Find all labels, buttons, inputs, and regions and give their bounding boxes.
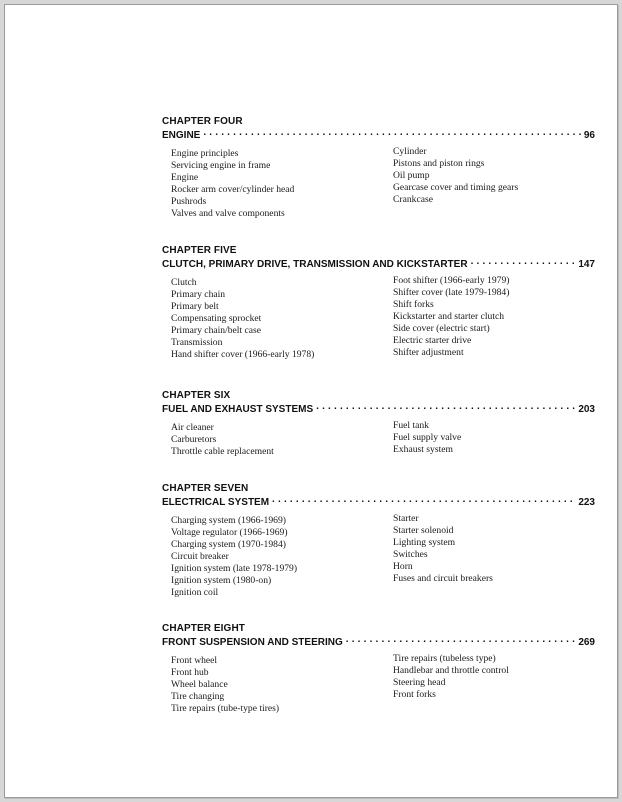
topic-item: Compensating sprocket [171, 313, 262, 324]
chapter-toc-entry[interactable] [162, 402, 595, 416]
topic-item: Rocker arm cover/cylinder head [171, 184, 295, 195]
topic-column-left [171, 277, 393, 361]
topic-item: Tire changing [171, 691, 225, 702]
topic-item: Shifter cover (late 1979-1984) [393, 287, 510, 298]
chapter-page-number: 203 [578, 404, 595, 415]
topic-item: Starter solenoid [393, 525, 454, 536]
topic-item: Starter [393, 513, 419, 524]
topic-item: Servicing engine in frame [171, 160, 271, 171]
chapter-label: CHAPTER FOUR [162, 116, 243, 127]
topic-item: Clutch [171, 277, 197, 288]
chapter-page-number: 147 [578, 259, 595, 270]
topic-item: Steering head [393, 677, 446, 688]
dot-leader [272, 495, 575, 505]
topic-item: Ignition system (1980-on) [171, 575, 272, 586]
topic-item: Front hub [171, 667, 209, 678]
topic-item: Gearcase cover and timing gears [393, 182, 519, 193]
topic-item: Kickstarter and starter clutch [393, 311, 505, 322]
topic-column-right [393, 146, 593, 220]
topic-column-right [393, 420, 593, 458]
topic-item: Cylinder [393, 146, 427, 157]
topic-column-left [171, 422, 393, 458]
topic-item: Horn [393, 561, 413, 572]
topic-item: Pistons and piston rings [393, 158, 485, 169]
chapter-heading: FRONT SUSPENSION AND STEERING [162, 637, 343, 648]
topic-item: Electric starter drive [393, 335, 472, 346]
chapter-heading: ENGINE [162, 130, 201, 141]
topic-list [162, 655, 595, 715]
topic-item: Voltage regulator (1966-1969) [171, 527, 288, 538]
topic-item: Charging system (1970-1984) [171, 539, 286, 550]
topic-item: Pushrods [171, 196, 207, 207]
topic-list [162, 148, 595, 220]
chapter-label: CHAPTER SIX [162, 390, 231, 401]
chapter-page-number: 269 [578, 637, 595, 648]
document-page [4, 4, 618, 798]
chapter-eight-section [162, 623, 595, 715]
topic-item: Front wheel [171, 655, 218, 666]
topic-item: Oil pump [393, 170, 430, 181]
topic-item: Valves and valve components [171, 208, 285, 219]
topic-item: Shift forks [393, 299, 434, 310]
chapter-toc-entry[interactable] [162, 128, 595, 142]
topic-item: Ignition coil [171, 587, 219, 598]
topic-item: Fuel tank [393, 420, 429, 431]
topic-item: Primary chain/belt case [171, 325, 262, 336]
topic-list [162, 515, 595, 599]
topic-item: Primary belt [171, 301, 219, 312]
topic-item: Fuses and circuit breakers [393, 573, 493, 584]
topic-item: Fuel supply valve [393, 432, 462, 443]
chapter-heading: ELECTRICAL SYSTEM [162, 497, 270, 508]
dot-leader [471, 257, 576, 267]
chapter-heading: CLUTCH, PRIMARY DRIVE, TRANSMISSION AND KICKSTARTER [162, 259, 468, 270]
topic-item: Handlebar and throttle control [393, 665, 509, 676]
topic-item: Tire repairs (tube-type tires) [171, 703, 280, 714]
topic-item: Foot shifter (1966-early 1979) [393, 275, 510, 286]
topic-column-left [171, 148, 393, 220]
topic-item: Circuit breaker [171, 551, 229, 562]
topic-item: Throttle cable replacement [171, 446, 274, 457]
topic-item: Exhaust system [393, 444, 453, 455]
topic-item: Engine [171, 172, 199, 183]
chapter-toc-entry[interactable] [162, 495, 595, 509]
topic-item: Tire repairs (tubeless type) [393, 653, 496, 664]
dot-leader [316, 402, 575, 412]
topic-item: Side cover (electric start) [393, 323, 490, 334]
chapter-label: CHAPTER FIVE [162, 245, 237, 256]
topic-list [162, 422, 595, 458]
chapter-page-number: 96 [583, 130, 595, 141]
chapter-heading: FUEL AND EXHAUST SYSTEMS [162, 404, 314, 415]
topic-column-right [393, 275, 593, 361]
topic-item: Switches [393, 549, 428, 560]
topic-item: Charging system (1966-1969) [171, 515, 286, 526]
topic-column-left [171, 515, 393, 599]
topic-item: Hand shifter cover (1966-early 1978) [171, 349, 315, 360]
topic-item: Front forks [393, 689, 436, 700]
topic-column-left [171, 655, 393, 715]
topic-column-right [393, 653, 593, 715]
topic-item: Ignition system (late 1978-1979) [171, 563, 298, 574]
topic-item: Carburetors [171, 434, 217, 445]
topic-item: Engine principles [171, 148, 239, 159]
topic-item: Lighting system [393, 537, 456, 548]
chapter-page-number: 223 [578, 497, 595, 508]
chapter-label: CHAPTER SEVEN [162, 483, 249, 494]
dot-leader [203, 128, 581, 138]
topic-list [162, 277, 595, 361]
chapter-label: CHAPTER EIGHT [162, 623, 245, 634]
topic-item: Shifter adjustment [393, 347, 464, 358]
chapter-toc-entry[interactable] [162, 257, 595, 271]
chapter-toc-entry[interactable] [162, 635, 595, 649]
topic-item: Air cleaner [171, 422, 214, 433]
topic-item: Transmission [171, 337, 223, 348]
topic-item: Primary chain [171, 289, 226, 300]
topic-item: Wheel balance [171, 679, 228, 690]
chapter-five-section [162, 245, 595, 361]
topic-column-right [393, 513, 593, 599]
topic-item: Crankcase [393, 194, 433, 205]
chapter-four-section [162, 116, 595, 220]
chapter-seven-section [162, 483, 595, 599]
dot-leader [346, 635, 576, 645]
chapter-six-section [162, 390, 595, 458]
